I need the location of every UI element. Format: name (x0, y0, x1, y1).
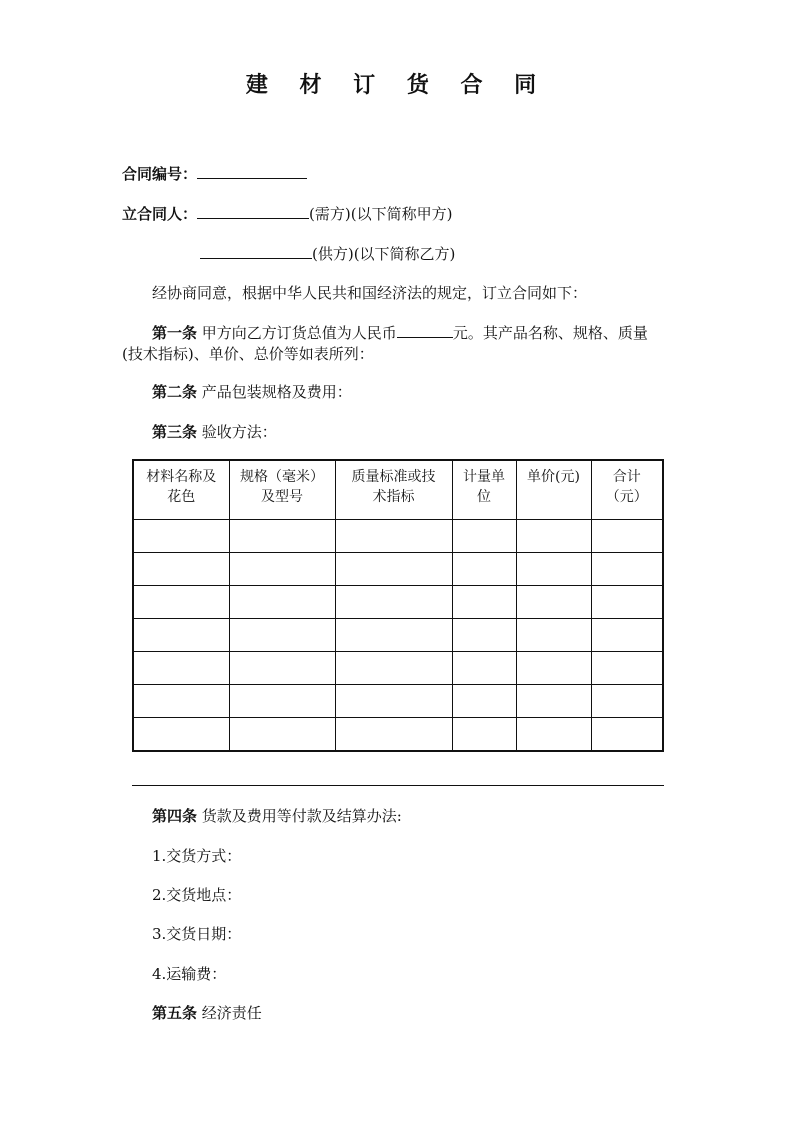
table-row (133, 685, 663, 718)
cell-spec-model[interactable] (229, 685, 335, 718)
intro-text: 经协商同意，根据中华人民共和国经济法的规定，订立合同如下： (152, 284, 588, 302)
cell-quality-standard[interactable] (335, 718, 452, 752)
article3-text: 验收方法： (201, 423, 277, 441)
cell-quality-standard[interactable] (335, 520, 452, 553)
cell-quality-standard[interactable] (335, 586, 452, 619)
table-bottom-rule (132, 785, 664, 786)
cell-spec-model[interactable] (229, 652, 335, 685)
cell-total[interactable] (591, 652, 663, 685)
cell-material-name[interactable] (133, 520, 229, 553)
header-unit-price: 单价(元) (516, 460, 591, 520)
article2-line (152, 381, 352, 403)
cell-unit-price[interactable] (516, 586, 591, 619)
cell-quality-standard[interactable] (335, 685, 452, 718)
cell-material-name[interactable] (133, 685, 229, 718)
delivery-method: 1.交货方式： (152, 847, 242, 865)
cell-unit-price[interactable] (516, 685, 591, 718)
delivery-location: 2.交货地点： (152, 886, 242, 904)
header-spec-model: 规格（毫米） 及型号 (229, 460, 335, 520)
seller-line (200, 242, 455, 265)
cell-material-name[interactable] (133, 652, 229, 685)
cell-unit[interactable] (452, 685, 516, 718)
cell-unit[interactable] (452, 520, 516, 553)
cell-total[interactable] (591, 619, 663, 652)
contract-number-label: 合同编号： (122, 165, 198, 183)
cell-total[interactable] (591, 553, 663, 586)
article1-line1 (152, 321, 648, 344)
cell-unit[interactable] (452, 718, 516, 752)
table-header-row (133, 460, 663, 520)
delivery-date: 3.交货日期： (152, 925, 242, 943)
article3-heading: 第三条 (152, 423, 198, 441)
seller-suffix: (供方)(以下简称乙方) (312, 245, 456, 263)
cell-spec-model[interactable] (229, 553, 335, 586)
article1-text-before: 甲方向乙方订货总值为人民币 (201, 324, 397, 342)
cell-unit[interactable] (452, 652, 516, 685)
article5-text: 经济责任 (201, 1004, 262, 1022)
cell-quality-standard[interactable] (335, 619, 452, 652)
cell-unit-price[interactable] (516, 520, 591, 553)
article4-text: 货款及费用等付款及结算办法: (201, 807, 402, 825)
buyer-suffix: (需方)(以下简称甲方) (309, 205, 453, 223)
goods-table (132, 459, 664, 752)
cell-spec-model[interactable] (229, 586, 335, 619)
cell-spec-model[interactable] (229, 619, 335, 652)
article1-heading: 第一条 (152, 324, 198, 342)
article5-heading: 第五条 (152, 1004, 198, 1022)
cell-spec-model[interactable] (229, 718, 335, 752)
cell-material-name[interactable] (133, 619, 229, 652)
parties-label: 立合同人： (122, 205, 198, 223)
table-row (133, 652, 663, 685)
total-value-blank[interactable] (397, 321, 453, 338)
header-material-name: 材料名称及 花色 (133, 460, 229, 520)
contract-number-blank[interactable] (197, 162, 307, 179)
cell-quality-standard[interactable] (335, 652, 452, 685)
header-unit: 计量单 位 (452, 460, 516, 520)
cell-material-name[interactable] (133, 586, 229, 619)
page-title: 建 材 订 货 合 同 (245, 73, 549, 98)
cell-total[interactable] (591, 685, 663, 718)
article1-line2: (技术指标)、单价、总价等如表所列： (122, 345, 374, 363)
cell-total[interactable] (591, 586, 663, 619)
cell-unit[interactable] (452, 553, 516, 586)
cell-total[interactable] (591, 520, 663, 553)
buyer-line (122, 202, 452, 225)
table-row (133, 520, 663, 553)
table-row (133, 586, 663, 619)
cell-unit[interactable] (452, 586, 516, 619)
cell-unit-price[interactable] (516, 718, 591, 752)
cell-spec-model[interactable] (229, 520, 335, 553)
cell-material-name[interactable] (133, 553, 229, 586)
table-row (133, 718, 663, 752)
article2-text: 产品包装规格及费用： (201, 383, 352, 401)
table-row (133, 553, 663, 586)
article4-line (152, 805, 402, 827)
article2-heading: 第二条 (152, 383, 198, 401)
cell-unit-price[interactable] (516, 619, 591, 652)
article3-line (152, 421, 277, 443)
cell-unit[interactable] (452, 619, 516, 652)
article1-text-after: 元。其产品名称、规格、质量 (452, 324, 648, 342)
cell-material-name[interactable] (133, 718, 229, 752)
header-total: 合计 （元） (591, 460, 663, 520)
table-row (133, 619, 663, 652)
article5-line (152, 1002, 262, 1024)
cell-unit-price[interactable] (516, 652, 591, 685)
article4-heading: 第四条 (152, 807, 198, 825)
header-quality-standard: 质量标准或技 术指标 (335, 460, 452, 520)
seller-name-blank[interactable] (200, 242, 312, 259)
shipping-fee: 4.运输费： (152, 965, 227, 983)
buyer-name-blank[interactable] (197, 202, 309, 219)
cell-quality-standard[interactable] (335, 553, 452, 586)
contract-number-line (122, 162, 307, 185)
cell-unit-price[interactable] (516, 553, 591, 586)
cell-total[interactable] (591, 718, 663, 752)
